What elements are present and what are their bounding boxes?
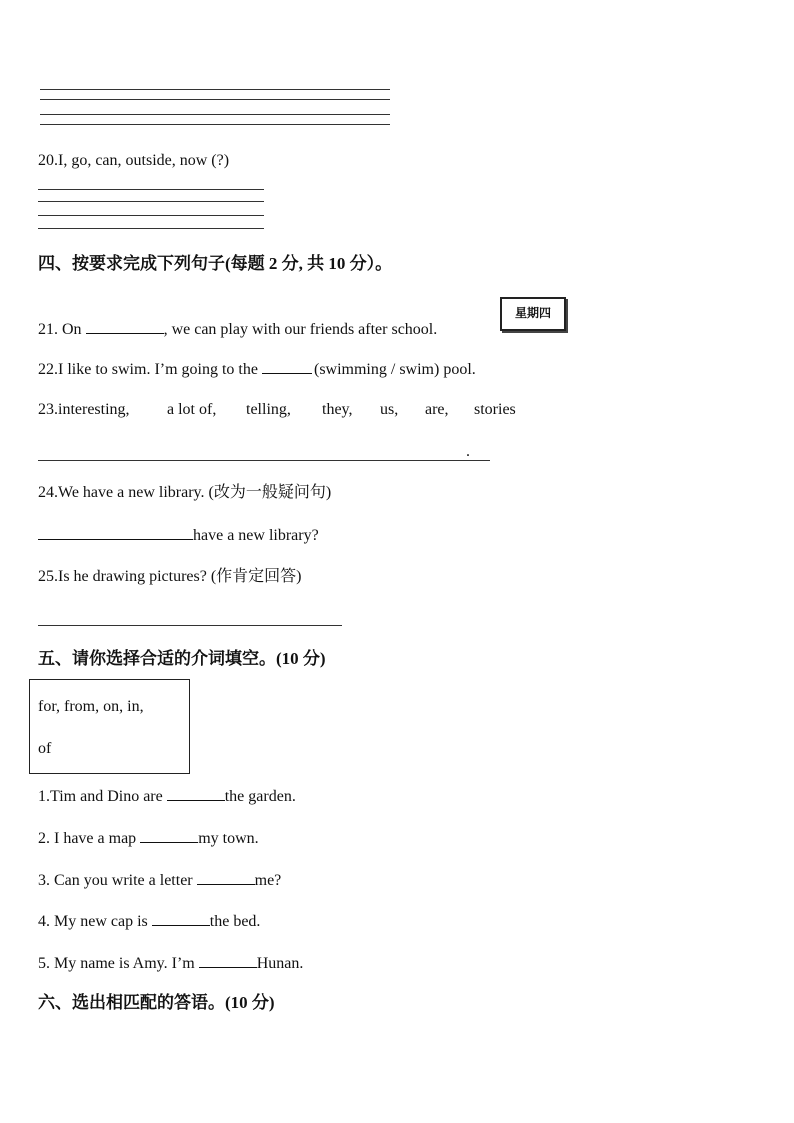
preposition-item-1 — [38, 786, 296, 807]
item-text: 1.Tim and Dino are — [38, 788, 163, 805]
q23-answer-line[interactable] — [38, 460, 490, 461]
item-text: 5. My name is Amy. I’m — [38, 955, 195, 972]
q23-word: 23.interesting, — [38, 401, 130, 418]
item-blank[interactable] — [152, 911, 210, 926]
writing-line — [40, 89, 390, 90]
question-25: 25.Is he drawing pictures? (作肯定回答) — [38, 568, 302, 585]
q23-word: they, — [322, 401, 353, 418]
item-text: the bed. — [209, 913, 261, 930]
question-21 — [38, 319, 437, 340]
q22-before: 22.I like to swim. I’m going to the — [38, 361, 258, 378]
item-text: me? — [254, 872, 282, 889]
q23-word: a lot of, — [167, 401, 217, 418]
q24-answer — [38, 525, 319, 546]
weekday-stamp: 星期四 — [500, 297, 566, 331]
section-5-heading: 五、请你选择合适的介词填空。(10 分) — [38, 649, 326, 668]
item-text: 2. I have a map — [38, 830, 137, 847]
item-text: Hunan. — [256, 955, 304, 972]
q25-answer-line[interactable] — [38, 625, 342, 626]
item-text: 3. Can you write a letter — [38, 872, 193, 889]
q21-before: 21. On — [38, 321, 82, 338]
question-20: 20.I, go, can, outside, now (?) — [38, 152, 230, 169]
q24-blank[interactable] — [38, 525, 193, 540]
item-blank[interactable] — [197, 870, 255, 885]
section-4-heading: 四、按要求完成下列句子(每题 2 分, 共 10 分）。 — [38, 254, 393, 273]
q22-after: (swimming / swim) pool. — [313, 361, 476, 378]
preposition-item-5 — [38, 953, 303, 974]
q23-word: are, — [425, 401, 449, 418]
q24-answer-tail: have a new library? — [193, 527, 319, 544]
answer-line — [38, 228, 264, 229]
writing-line — [40, 124, 390, 125]
answer-line — [38, 201, 264, 202]
q23-end-mark: . — [466, 443, 470, 460]
item-text: my town. — [198, 830, 259, 847]
preposition-item-2 — [38, 828, 259, 849]
writing-line — [40, 114, 390, 115]
preposition-item-4 — [38, 911, 260, 932]
item-blank[interactable] — [167, 786, 225, 801]
q21-after: , we can play with our friends after school. — [163, 321, 438, 338]
answer-line — [38, 189, 264, 190]
item-blank[interactable] — [140, 828, 198, 843]
preposition-item-3 — [38, 870, 281, 891]
word-bank — [29, 679, 190, 774]
answer-line — [38, 215, 264, 216]
word-bank-line: for, from, on, in, — [38, 698, 144, 715]
section-6-heading: 六、选出相匹配的答语。(10 分) — [38, 993, 275, 1012]
writing-line — [40, 99, 390, 100]
q22-blank[interactable] — [262, 359, 312, 374]
item-blank[interactable] — [199, 953, 257, 968]
item-text: 4. My new cap is — [38, 913, 148, 930]
q23-word: stories — [474, 401, 516, 418]
question-24: 24.We have a new library. (改为一般疑问句) — [38, 484, 332, 501]
q23-word: telling, — [246, 401, 291, 418]
q21-blank[interactable] — [86, 319, 164, 334]
q23-word: us, — [380, 401, 399, 418]
question-22 — [38, 359, 476, 380]
word-bank-line: of — [38, 740, 52, 757]
item-text: the garden. — [224, 788, 296, 805]
